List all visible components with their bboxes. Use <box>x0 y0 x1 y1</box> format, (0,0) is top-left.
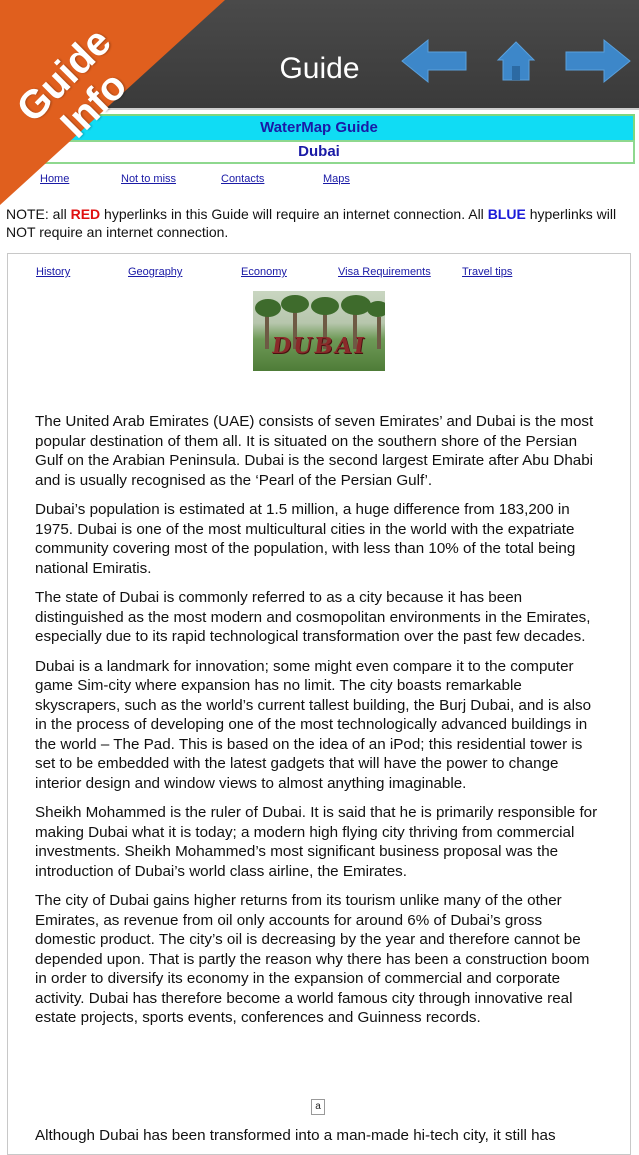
home-icon[interactable] <box>496 40 536 82</box>
section-links <box>0 266 639 282</box>
link-travel-tips[interactable]: Travel tips <box>462 266 513 278</box>
paragraph: The state of Dubai is commonly referred to as a city because it has been distinguished as the most modern and cosmopolitan environments in the Emirates, especially due to its rapid technological transformation over the past few decades. <box>35 589 591 645</box>
link-maps[interactable]: Maps <box>323 173 350 185</box>
paragraph: The city of Dubai gains higher returns from its tourism unlike many of the other Emirates, as revenue from oil only accounts for around 6% of Dubai’s gross domestic product. The city’s oil is decreasing by the year and therefore cannot be depended upon. That is partly the reason why there has been a construction boom in order to diversify its economy in the expansion of commercial and corporate activity. Dubai has therefore become a world famous city through innovative real estate projects, sports events, conferences and Guinness records. <box>35 892 590 1026</box>
note-prefix: NOTE: all <box>6 206 71 222</box>
guide-info-ribbon[interactable] <box>0 0 240 240</box>
note-suffix: hyperlinks will NOT require an internet connection. <box>6 206 617 240</box>
note-blue-word: BLUE <box>487 206 526 222</box>
photo-label: DUBAI <box>270 333 368 359</box>
paragraph: The United Arab Emirates (UAE) consists of seven Emirates’ and Dubai is the most popular destination of them all. It is situated on the southern shore of the Persian Gulf on the Arabian Peninsula. Dubai is the second largest Emirate after Abu Dhabi and is usually recognised as the ‘Pearl of the Persian Gulf’. <box>35 413 594 489</box>
city-title: Dubai <box>3 140 635 164</box>
note-red-word: RED <box>70 206 101 222</box>
paragraph: Sheikh Mohammed is the ruler of Dubai. It is said that he is primarily responsible for making Dubai what it is today; a modern high flying city thriving from commercial investments. Sheikh Mohammed’s most significant business proposal was the introduction of Dubai’s world class airline, the Emirates. <box>35 804 598 880</box>
link-geography[interactable]: Geography <box>128 266 183 278</box>
ribbon-label: Guide Info <box>8 19 136 147</box>
note-middle: hyperlinks in this Guide will require an internet connection. All <box>100 206 488 222</box>
link-history[interactable]: History <box>36 266 71 278</box>
link-visa-requirements[interactable]: Visa Requirements <box>338 266 431 278</box>
dubai-photo <box>253 291 385 371</box>
nav-title: Guide <box>279 52 360 85</box>
link-not-to-miss[interactable]: Not to miss <box>121 173 177 185</box>
forward-arrow-icon[interactable] <box>564 38 632 84</box>
article-body <box>35 412 605 1038</box>
guide-title: WaterMap Guide <box>3 114 635 142</box>
link-economy[interactable]: Economy <box>241 266 287 278</box>
anchor-placeholder: a <box>311 1099 325 1115</box>
paragraph-partial: Although Dubai has been transformed into a man-made hi-tech city, it still has <box>35 1127 556 1144</box>
link-home[interactable]: Home <box>40 173 70 185</box>
link-contacts[interactable]: Contacts <box>221 173 265 185</box>
paragraph: Dubai is a landmark for innovation; some might even compare it to the computer game Sim-city where expansion has no limit. The city boasts remarkable skyscrapers, such as the world’s current tallest building, the Burj Dubai, and is also in the process of developing one of the most technologically advanced buildings in the world – The Pad. This is based on the idea of an iPod; this residential tower is set to be embedded with the latest gadgets that will have the power to change interior design and window views to almost anything imaginable. <box>35 657 592 792</box>
back-arrow-icon[interactable] <box>400 38 468 84</box>
paragraph: Dubai’s population is estimated at 1.5 million, a huge difference from 183,200 in 1975. Dubai is one of the most multicultural cities in the world with the expatriate community covering most of the population, with less than 10% of the total being national Emiratis. <box>35 501 576 577</box>
